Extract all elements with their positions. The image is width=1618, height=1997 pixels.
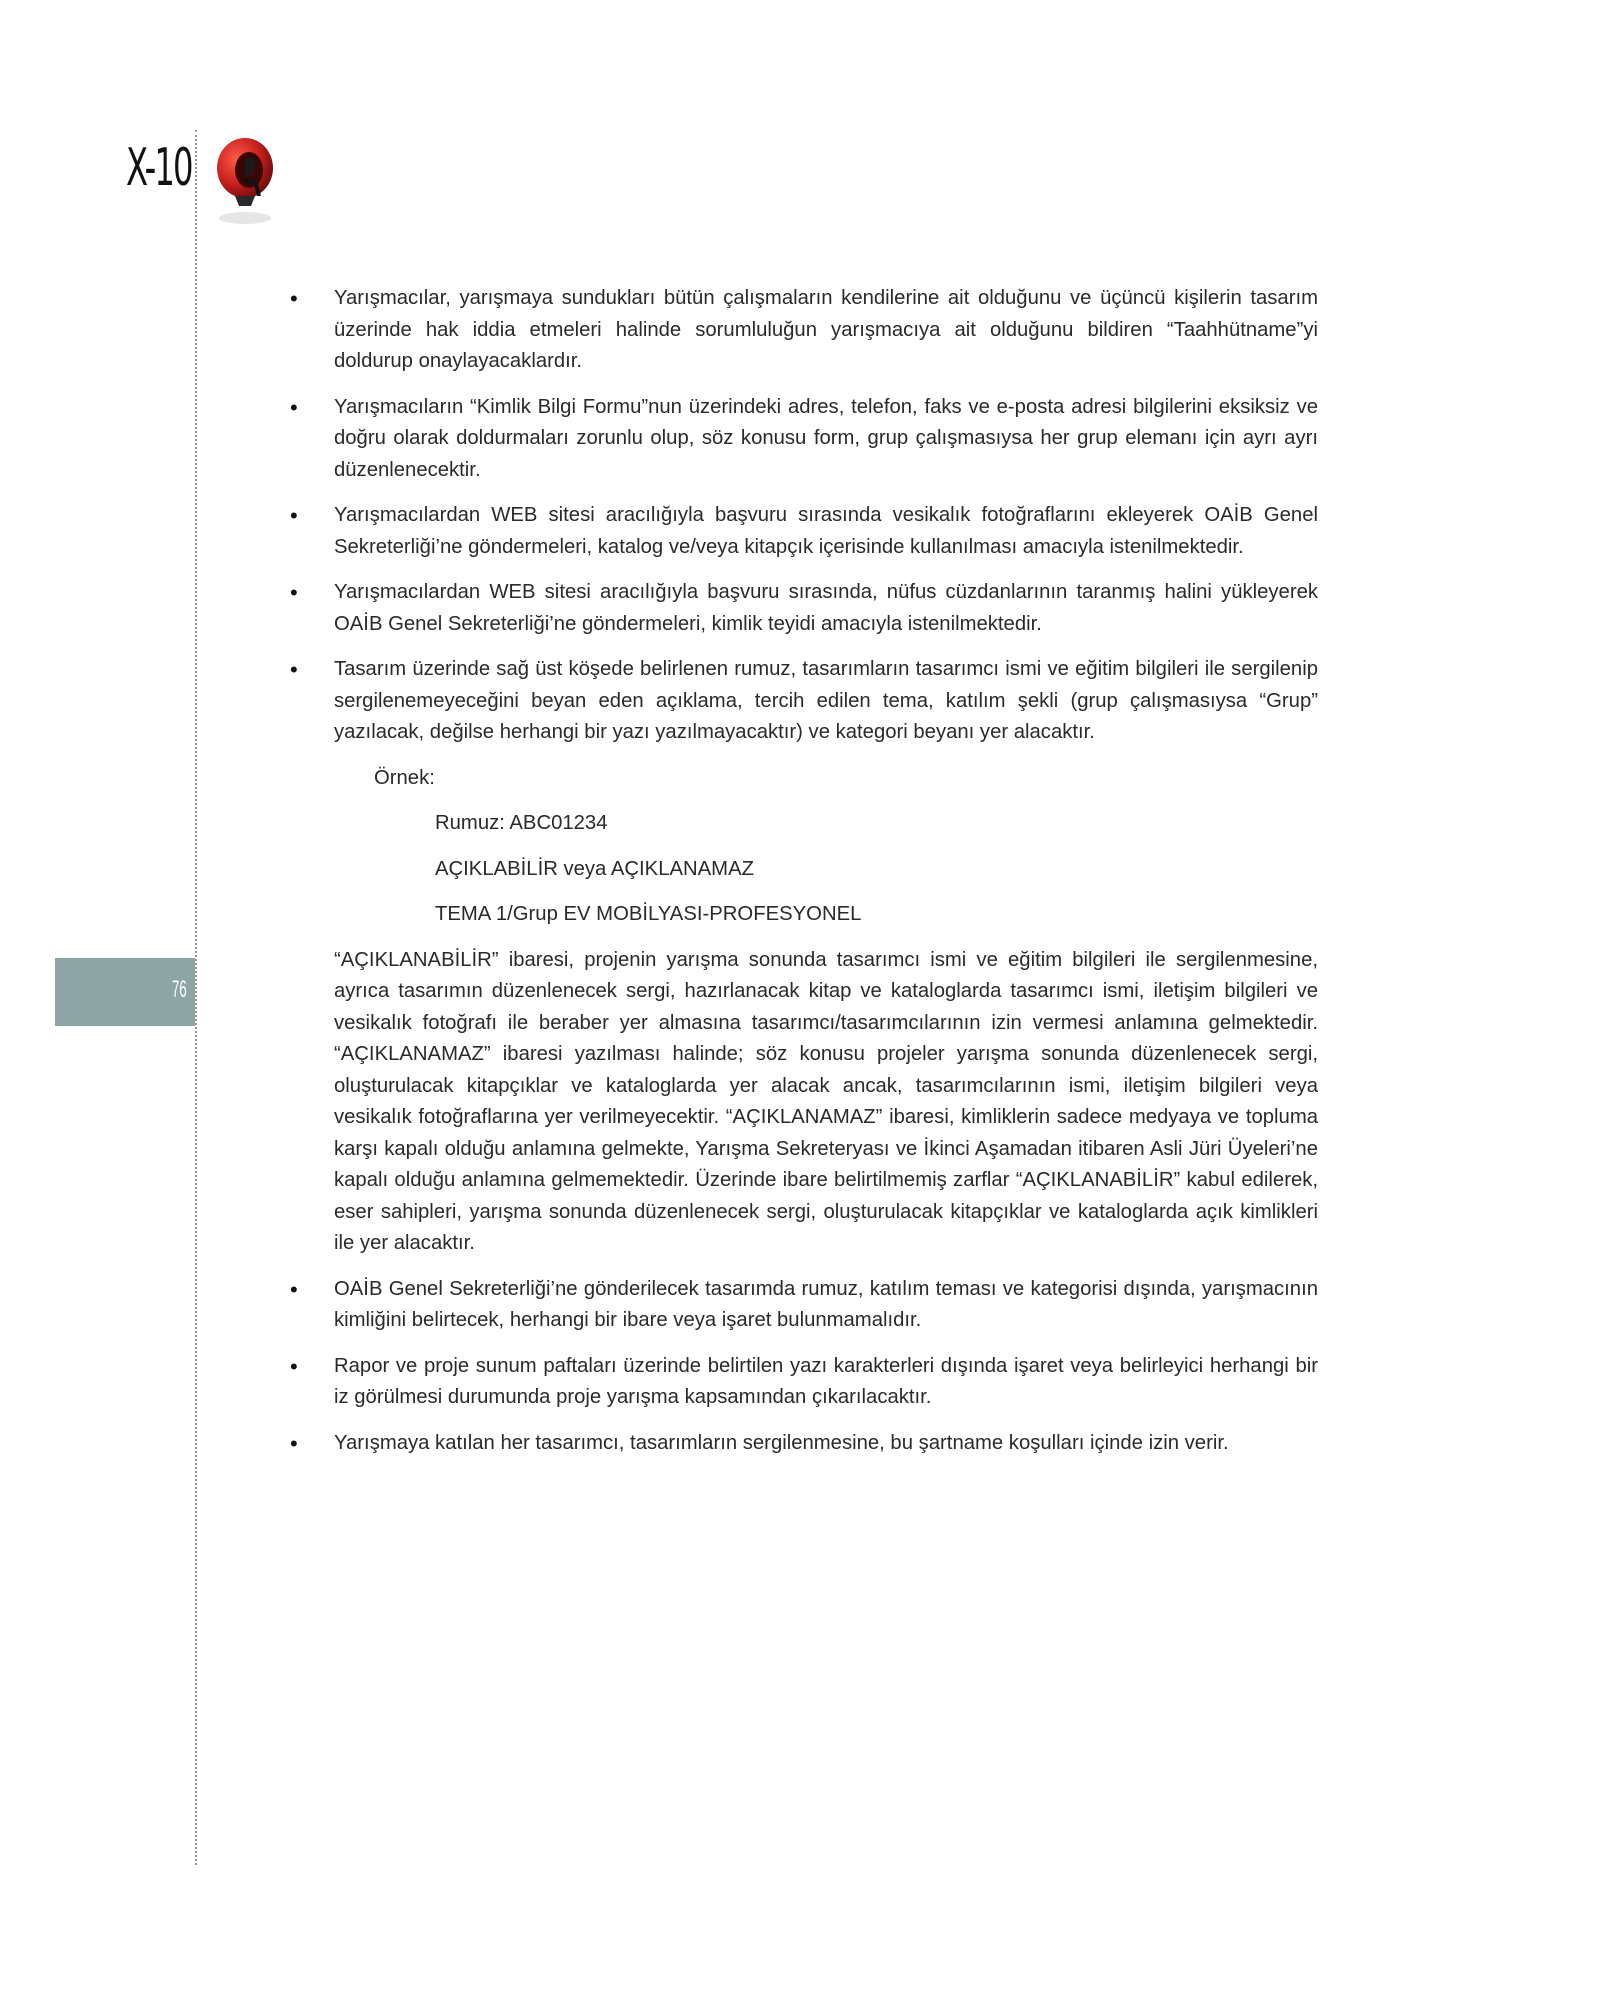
- list-item-text: Yarışmacılar, yarışmaya sundukları bütün çalışmaların kendilerine ait olduğunu ve üçüncü kişilerin tasarım üzerinde hak iddia etmeleri halinde sorumluluğun yarışmacıya ait olduğunu bildiren “Taahhütname”yi doldurup onaylayacaklardır.: [334, 287, 1318, 372]
- bullet-icon: •: [290, 1276, 298, 1302]
- list-item: [290, 283, 1318, 378]
- list-item: [290, 1274, 1318, 1337]
- disclosure-note: “AÇIKLANABİLİR” ibaresi, projenin yarışma sonunda tasarımcı ismi ve eğitim bilgileri ile sergilenmesine, ayrıca tasarımın düzenlenecek sergi, hazırlanacak kitap ve kataloglarda tasarımcı ismi, iletişim bilgileri ve vesikalık fotoğrafı ile beraber yer almasına tasarımcı/tasarımcılarının izin vermesi anlamına gelmektedir. “AÇIKLANAMAZ” ibaresi yazılması halinde; söz konusu projeler yarışma sonunda düzenlenecek sergi, oluşturulacak kitapçıklar ve kataloglarda yer alacak ancak, tasarımcılarının ismi, iletişim bilgileri veya vesikalık fotoğraflarına yer verilmeyecektir. “AÇIKLANAMAZ” ibaresi, kimliklerin sadece medyaya ve topluma karşı kapalı olduğu anlamına gelmekte, Yarışma Sekreteryası ve İkinci Aşamadan itibaren Asli Jüri Üyeleri’ne kapalı olduğu anlamına gelmemektedir. Üzerinde ibare belirtilmemiş zarflar “AÇIKLANABİLİR” kabul edilerek, eser sahipleri, yarışma sonunda düzenlenecek sergi, oluşturulacak kitapçıklar ve kataloglarda açık kimlikleri ile yer alacaktır.: [334, 948, 1318, 1254]
- document-body: [290, 283, 1318, 1473]
- list-item: [290, 1428, 1318, 1460]
- example-heading: Örnek:: [374, 766, 435, 789]
- example-rumuz: Rumuz: ABC01234: [435, 812, 608, 834]
- example-disclosure: AÇIKLABİLİR veya AÇIKLANAMAZ: [435, 857, 754, 880]
- bullet-icon: •: [290, 1353, 298, 1379]
- list-item-text: Yarışmacıların “Kimlik Bilgi Formu”nun üzerindeki adres, telefon, faks ve e-posta adresi bilgilerini eksiksiz ve doğru olarak doldurmaları zorunlu olup, söz konusu form, grup çalışmasıysa her grup elemanı için ayrı ayrı düzenlenecektir.: [334, 395, 1318, 481]
- bullet-icon: •: [290, 657, 298, 682]
- egg-chair-logo: [205, 130, 285, 230]
- example-theme: TEMA 1/Grup EV MOBİLYASI-PROFESYONEL: [435, 903, 862, 925]
- list-item-text: Rapor ve proje sunum paftaları üzerinde belirtilen yazı karakterleri dışında işaret veya belirleyici herhangi bir iz görülmesi durumunda proje yarışma kapsamından çıkarılacaktır.: [334, 1354, 1318, 1408]
- list-item: [290, 500, 1318, 563]
- bullet-icon: •: [290, 580, 298, 605]
- list-item: [290, 654, 1318, 749]
- page-number: 76: [172, 976, 187, 1003]
- list-item-text: OAİB Genel Sekreterliği’ne gönderilecek tasarımda rumuz, katılım teması ve kategorisi dışında, yarışmacının kimliğini belirtecek, herhangi bir ibare veya işaret bulunmamalıdır.: [334, 1277, 1318, 1331]
- bullet-icon: •: [290, 394, 298, 420]
- bullet-icon: •: [290, 1430, 298, 1456]
- list-item-text: Tasarım üzerinde sağ üst köşede belirlenen rumuz, tasarımların tasarımcı ismi ve eğitim bilgileri ile sergilenip sergilenemeyeceğini beyan eden açıklama, tercih edilen tema, katılım şekli (grup çalışmasıysa “Grup” yazılacak, değilse herhangi bir yazı yazılmayacaktır) ve kategori beyanı yer alacaktır.: [334, 658, 1318, 743]
- list-item-text: Yarışmacılardan WEB sitesi aracılığıyla başvuru sırasında vesikalık fotoğraflarını ekleyerek OAİB Genel Sekreterliği’ne göndermeleri, katalog ve/veya kitapçık içerisinde kullanılması amacıyla istenilmektedir.: [334, 504, 1318, 558]
- list-item: [290, 1351, 1318, 1414]
- list-item: [290, 577, 1318, 640]
- brand-title: X-10: [126, 138, 192, 198]
- dotted-margin-line: [195, 130, 197, 1865]
- bullet-icon: •: [290, 503, 298, 528]
- list-item-text: Yarışmaya katılan her tasarımcı, tasarımların sergilenmesine, bu şartname koşulları içinde izin verir.: [334, 1431, 1229, 1454]
- list-item-text: Yarışmacılardan WEB sitesi aracılığıyla başvuru sırasında, nüfus cüzdanlarının taranmış halini yükleyerek OAİB Genel Sekreterliği’ne göndermeleri, kimlik teyidi amacıyla istenilmektedir.: [334, 581, 1318, 635]
- page-number-tab: [55, 958, 195, 1026]
- list-item: [290, 392, 1318, 487]
- bullet-icon: •: [290, 286, 298, 311]
